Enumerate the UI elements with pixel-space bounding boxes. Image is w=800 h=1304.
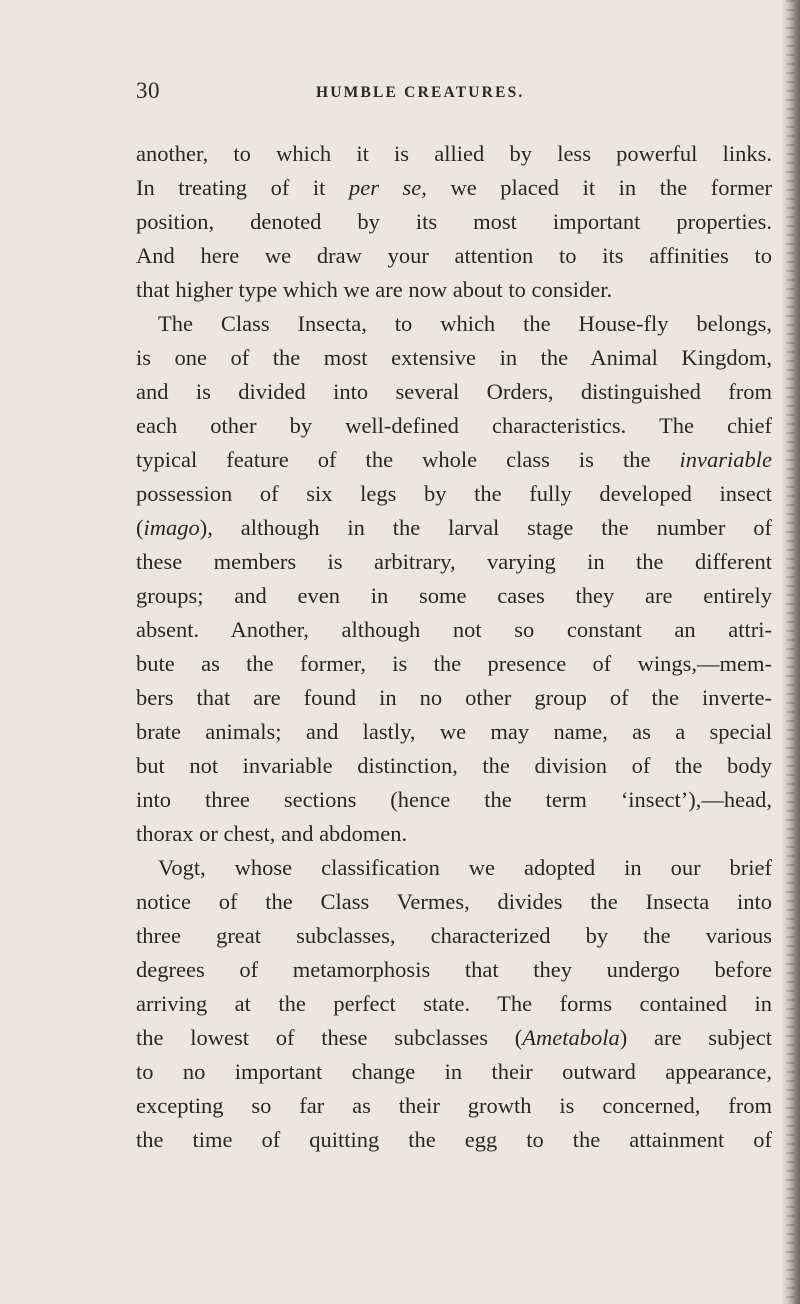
text-line: [136, 375, 772, 409]
text-line: [136, 1089, 772, 1123]
text-segment: excepting so far as their growth is concerned, from: [136, 1093, 772, 1118]
text-segment: another, to which it is allied by less powerful links.: [136, 141, 772, 166]
text-line: [136, 409, 772, 443]
text-segment: but not invariable distinction, the division of the body: [136, 753, 772, 778]
page-number: 30: [136, 78, 160, 103]
text-line: [136, 341, 772, 375]
text-segment: and is divided into several Orders, distinguished from: [136, 379, 772, 404]
text-segment: groups; and even in some cases they are entirely: [136, 583, 772, 608]
text-segment: Vogt, whose classification we adopted in our brief: [158, 855, 772, 880]
text-line: [136, 205, 772, 239]
page-edge-texture: [786, 0, 794, 1304]
text-segment: arriving at the perfect state. The forms contained in: [136, 991, 772, 1016]
text-line: [136, 613, 772, 647]
text-line: [136, 783, 772, 817]
text-line: [136, 239, 772, 273]
text-segment: absent. Another, although not so constant an attri-: [136, 617, 772, 642]
text-segment: these members is arbitrary, varying in the different: [136, 549, 772, 574]
text-line: [136, 647, 772, 681]
text-segment: ) are subject: [619, 1025, 772, 1050]
body-text: [136, 137, 772, 1157]
text-segment: is one of the most extensive in the Animal Kingdom,: [136, 345, 772, 370]
text-segment: The Class Insecta, to which the House-fly belongs,: [158, 311, 772, 336]
text-line: [136, 1021, 772, 1055]
text-segment: In treating of it: [136, 175, 349, 200]
text-line: [136, 137, 772, 171]
text-segment: And here we draw your attention to its affinities to: [136, 243, 772, 268]
text-segment: degrees of metamorphosis that they undergo before: [136, 957, 772, 982]
text-segment: to no important change in their outward appearance,: [136, 1059, 772, 1084]
text-segment: three great subclasses, characterized by the various: [136, 923, 772, 948]
text-line: [136, 885, 772, 919]
italic-text: imago: [143, 515, 200, 540]
text-line: [136, 749, 772, 783]
text-line: [136, 919, 772, 953]
italic-text: per se,: [348, 175, 427, 200]
text-segment: we placed it in the former: [426, 175, 772, 200]
text-segment: the time of quitting the egg to the attainment of: [136, 1127, 772, 1152]
text-segment: notice of the Class Vermes, divides the Insecta into: [136, 889, 772, 914]
text-segment: brate animals; and lastly, we may name, as a special: [136, 719, 772, 744]
text-line: [136, 953, 772, 987]
text-segment: the lowest of these subclasses (: [136, 1025, 523, 1050]
running-head-title: HUMBLE CREATURES.: [316, 84, 525, 101]
text-segment: into three sections (hence the term ‘insect’),—head,: [136, 787, 772, 812]
text-line: [136, 579, 772, 613]
text-segment: thorax or chest, and abdomen.: [136, 821, 408, 846]
text-line: [136, 477, 772, 511]
text-line: [136, 987, 772, 1021]
text-line: [136, 851, 772, 885]
text-line: [136, 1055, 772, 1089]
text-segment: (: [136, 515, 144, 540]
text-line: [136, 511, 772, 545]
text-segment: that higher type which we are now about to consider.: [136, 277, 613, 302]
text-segment: ), although in the larval stage the number of: [199, 515, 772, 540]
text-segment: typical feature of the whole class is the: [136, 447, 680, 472]
text-line: [136, 307, 772, 341]
italic-text: Ametabola: [522, 1025, 620, 1050]
text-segment: bers that are found in no other group of the inverte-: [136, 685, 772, 710]
text-line: [136, 443, 772, 477]
text-line: [136, 171, 772, 205]
text-line: [136, 1123, 772, 1157]
text-segment: position, denoted by its most important properties.: [136, 209, 772, 234]
text-segment: each other by well-defined characteristics. The chief: [136, 413, 772, 438]
running-head: [0, 78, 800, 108]
text-line: [136, 715, 772, 749]
text-line: [136, 817, 772, 851]
text-segment: possession of six legs by the fully developed insect: [136, 481, 772, 506]
text-segment: bute as the former, is the presence of wings,—mem-: [136, 651, 772, 676]
text-line: [136, 273, 772, 307]
italic-text: invariable: [679, 447, 772, 472]
text-line: [136, 545, 772, 579]
text-line: [136, 681, 772, 715]
